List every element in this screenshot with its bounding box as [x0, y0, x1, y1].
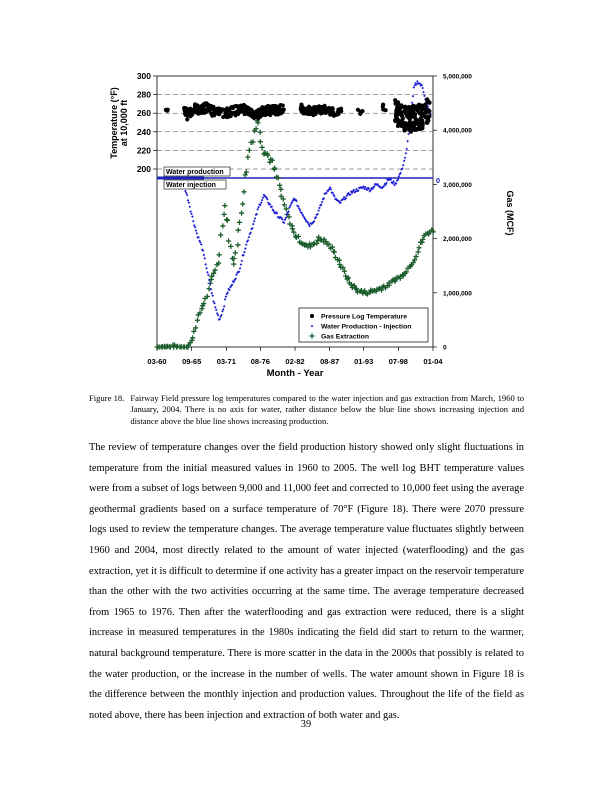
figure-caption	[89, 393, 524, 427]
gas-point	[236, 228, 241, 233]
water-point	[191, 215, 194, 218]
gas-tick-label: 4,000,000	[443, 127, 472, 135]
x-tick-label: 09-65	[182, 357, 202, 366]
temperature-point	[223, 108, 227, 112]
water-point	[190, 213, 193, 216]
water-point	[404, 157, 407, 160]
temp-tick-label: 280	[136, 89, 151, 100]
water-point	[240, 263, 243, 266]
temperature-point	[217, 106, 221, 110]
water-point	[252, 223, 255, 226]
temperature-point	[413, 115, 417, 119]
gas-tick-label: 3,000,000	[443, 181, 472, 189]
temperature-point	[252, 116, 256, 120]
gas-point	[278, 187, 283, 192]
x-tick-label: 03-71	[216, 357, 236, 366]
gas-point	[231, 262, 236, 267]
temperature-point	[308, 106, 312, 110]
x-tick-label: 08-87	[320, 357, 340, 366]
gas-point	[337, 262, 342, 267]
water-point	[189, 210, 192, 213]
water-point	[214, 306, 217, 309]
gas-point	[416, 245, 421, 250]
temperature-point	[414, 127, 418, 131]
caption-text: Fairway Field pressure log temperatures compared to the water injection and gas extraction from March, 1960 to January, 2004. There is no axis for water, rather distance below the blue line shows increasing injection and distance above the blue line shows increasing production.	[130, 393, 524, 426]
temperature-point	[299, 105, 303, 109]
water-point	[211, 292, 214, 295]
water-point	[241, 260, 244, 263]
water-point	[192, 220, 195, 223]
temperature-point	[410, 104, 414, 108]
body-paragraph: The review of temperature changes over the field production history showed only slight fluctuations in temperature from the initial measured values in 1960 to 2005. The well log BHT temperature values were from a subset of logs between 9,000 and 11,000 feet and corrected to 10,000 feet using the average geothermal gradients based on a surface temperature of 70°F (Figure 18). There were 2070 pressure logs used to review the temperature changes. The average temperature value fluctuates slightly between 1960 and 2004, most directly related to the amount of water injected (waterflooding) and the gas extraction, yet it is difficult to determine if one activity has a greater impact on the reservoir temperature than the other with the two activities occurring at the same time. The average temperature decreased from 1965 to 1976. Then after the waterflooding and gas extraction were reduced, there is a slight increase in measured temperatures in the 1980s indicating the field did start to return to the warmer, natural background temperature. There is more scatter in the data in the 2000s that possibly is related to the water production, or the increase in the number of wells. The water amount shown in Figure 18 is the difference between the monthly injection and production values. Throughout the life of the field as noted above, there has been injection and extraction of both water and gas.	[89, 442, 524, 721]
gas-point	[259, 145, 264, 150]
water-point	[421, 87, 424, 90]
water-point	[253, 220, 256, 223]
water-point	[188, 205, 191, 208]
temperature-point	[398, 119, 402, 123]
temperature-point	[414, 107, 418, 111]
water-point	[412, 95, 415, 98]
gas-point	[190, 335, 195, 340]
temperature-point	[336, 112, 340, 116]
gas-point	[226, 238, 231, 243]
temperature-point	[240, 109, 244, 113]
temperature-point	[227, 108, 231, 112]
gas-point	[237, 220, 242, 225]
water-zero-label: 0	[435, 176, 441, 185]
water-point	[188, 201, 191, 204]
gas-tick-label: 5,000,000	[443, 73, 472, 81]
temperature-point	[243, 104, 247, 108]
x-tick-label: 01-93	[354, 357, 374, 366]
temperature-point	[165, 109, 169, 113]
water-point	[195, 229, 198, 232]
legend-label: Water Production - Injection	[321, 323, 412, 331]
temperature-point	[212, 113, 216, 117]
temperature-point	[197, 107, 201, 111]
gas-point	[245, 155, 250, 160]
figure-18	[0, 0, 612, 390]
water-point	[321, 201, 324, 204]
temperature-point	[303, 111, 307, 115]
temperature-point	[313, 105, 317, 109]
gas-point	[225, 218, 230, 223]
water-point	[423, 95, 426, 98]
temperature-point	[185, 113, 189, 117]
gas-point	[241, 189, 246, 194]
water-point	[196, 232, 199, 235]
y-left-label: Temperature (°F)	[109, 87, 119, 159]
gas-point	[222, 212, 227, 217]
gas-point	[195, 318, 200, 323]
temperature-point	[425, 121, 429, 125]
gas-point	[239, 210, 244, 215]
temperature-point	[271, 104, 275, 108]
gas-point	[416, 249, 421, 254]
temp-tick-label: 260	[136, 108, 151, 119]
x-axis-label: Month - Year	[266, 368, 324, 379]
gas-point	[233, 250, 238, 255]
temperature-point	[204, 102, 208, 106]
temperature-point	[279, 109, 283, 113]
caption-label: Figure 18.	[89, 393, 125, 403]
gas-point	[240, 201, 245, 206]
temp-tick-label: 220	[136, 145, 151, 156]
temperature-point	[410, 108, 414, 112]
legend-marker-temperature	[310, 314, 314, 318]
temperature-point	[398, 106, 402, 110]
x-tick-label: 02-82	[285, 357, 305, 366]
water-point	[254, 217, 257, 220]
x-tick-label: 08-76	[250, 357, 270, 366]
temperature-point	[328, 112, 332, 116]
water-injection-label: Water injection	[166, 182, 216, 189]
water-point	[248, 236, 251, 239]
water-point	[405, 148, 408, 151]
temperature-point	[263, 113, 267, 117]
gas-point	[218, 232, 223, 237]
gas-point	[235, 242, 240, 247]
temperature-point	[393, 102, 397, 106]
legend-label: Pressure Log Temperature	[321, 313, 407, 321]
temperature-point	[305, 107, 309, 111]
temperature-point	[184, 106, 188, 110]
temperature-point	[185, 117, 189, 121]
water-point	[187, 199, 190, 202]
water-point	[215, 309, 218, 312]
x-tick-label: 03-60	[147, 357, 167, 366]
gas-tick-label: 0	[443, 344, 447, 352]
gas-point	[332, 249, 337, 254]
temperature-point	[409, 127, 413, 131]
gas-point	[222, 203, 227, 208]
temperature-point	[193, 102, 197, 106]
x-tick-label: 07-98	[388, 357, 408, 366]
water-point	[243, 251, 246, 254]
temperature-point	[404, 112, 408, 116]
temperature-point	[330, 106, 334, 110]
temperature-point	[202, 110, 206, 114]
water-point	[203, 257, 206, 260]
water-point	[205, 267, 208, 270]
y-right-label: Gas (MCF)	[505, 190, 515, 236]
temperature-point	[419, 116, 423, 120]
temperature-point	[317, 104, 321, 108]
water-point	[203, 254, 206, 257]
temperature-point	[360, 109, 364, 113]
temperature-point	[407, 116, 411, 120]
gas-point	[258, 130, 263, 135]
water-point	[206, 271, 209, 274]
gas-point	[272, 166, 277, 171]
y-left-label-2: at 10,000 ft	[119, 99, 129, 147]
temperature-point	[427, 114, 431, 118]
water-point	[204, 263, 207, 266]
gas-point	[247, 148, 252, 153]
temperature-point	[274, 111, 278, 115]
temperature-point	[227, 115, 231, 119]
temperature-point	[411, 121, 415, 125]
temp-tick-label: 240	[136, 126, 151, 137]
temperature-point	[256, 116, 260, 120]
x-tick-label: 01-04	[423, 357, 443, 366]
water-point	[318, 207, 321, 210]
gas-tick-label: 1,000,000	[443, 290, 472, 298]
legend-label: Gas Extraction	[321, 333, 369, 341]
temperature-point	[381, 105, 385, 109]
temperature-point	[394, 112, 398, 116]
temperature-point	[417, 103, 421, 107]
water-point	[406, 140, 409, 143]
gas-point	[217, 252, 222, 257]
water-point	[317, 209, 320, 212]
water-point	[225, 295, 228, 298]
temp-tick-label: 200	[136, 164, 151, 174]
temperature-point	[402, 128, 406, 132]
chart-svg	[0, 0, 612, 390]
water-point	[211, 294, 214, 297]
temperature-point	[234, 110, 238, 114]
gas-point	[228, 244, 233, 249]
temperature-point	[393, 119, 397, 123]
page-number: 39	[300, 719, 312, 730]
water-production-label: Water production	[166, 169, 224, 176]
gas-point	[277, 183, 282, 188]
water-point	[402, 164, 405, 167]
temperature-point	[426, 100, 430, 104]
gas-tick-label: 2,000,000	[443, 236, 472, 244]
gas-point	[220, 223, 225, 228]
gas-point	[258, 139, 263, 144]
temperature-point	[403, 105, 407, 109]
temperature-point	[212, 109, 216, 113]
temperature-point	[217, 112, 221, 116]
temperature-point	[252, 112, 256, 116]
water-point	[405, 152, 408, 155]
temperature-point	[403, 121, 407, 125]
plot-frame	[157, 76, 433, 347]
temp-tick-label: 300	[136, 71, 151, 81]
temperature-point	[262, 106, 266, 110]
temperature-point	[266, 104, 270, 108]
water-point	[261, 199, 264, 202]
water-point	[244, 247, 247, 250]
temperature-point	[318, 111, 322, 115]
water-point	[403, 160, 406, 163]
water-point	[223, 305, 226, 308]
water-point	[245, 243, 248, 246]
water-point	[262, 196, 265, 199]
temperature-point	[210, 105, 214, 109]
water-point	[224, 298, 227, 301]
water-point	[260, 201, 263, 204]
water-point	[422, 91, 425, 94]
water-point	[411, 101, 414, 104]
temperature-point	[240, 104, 244, 108]
water-point	[239, 267, 242, 270]
